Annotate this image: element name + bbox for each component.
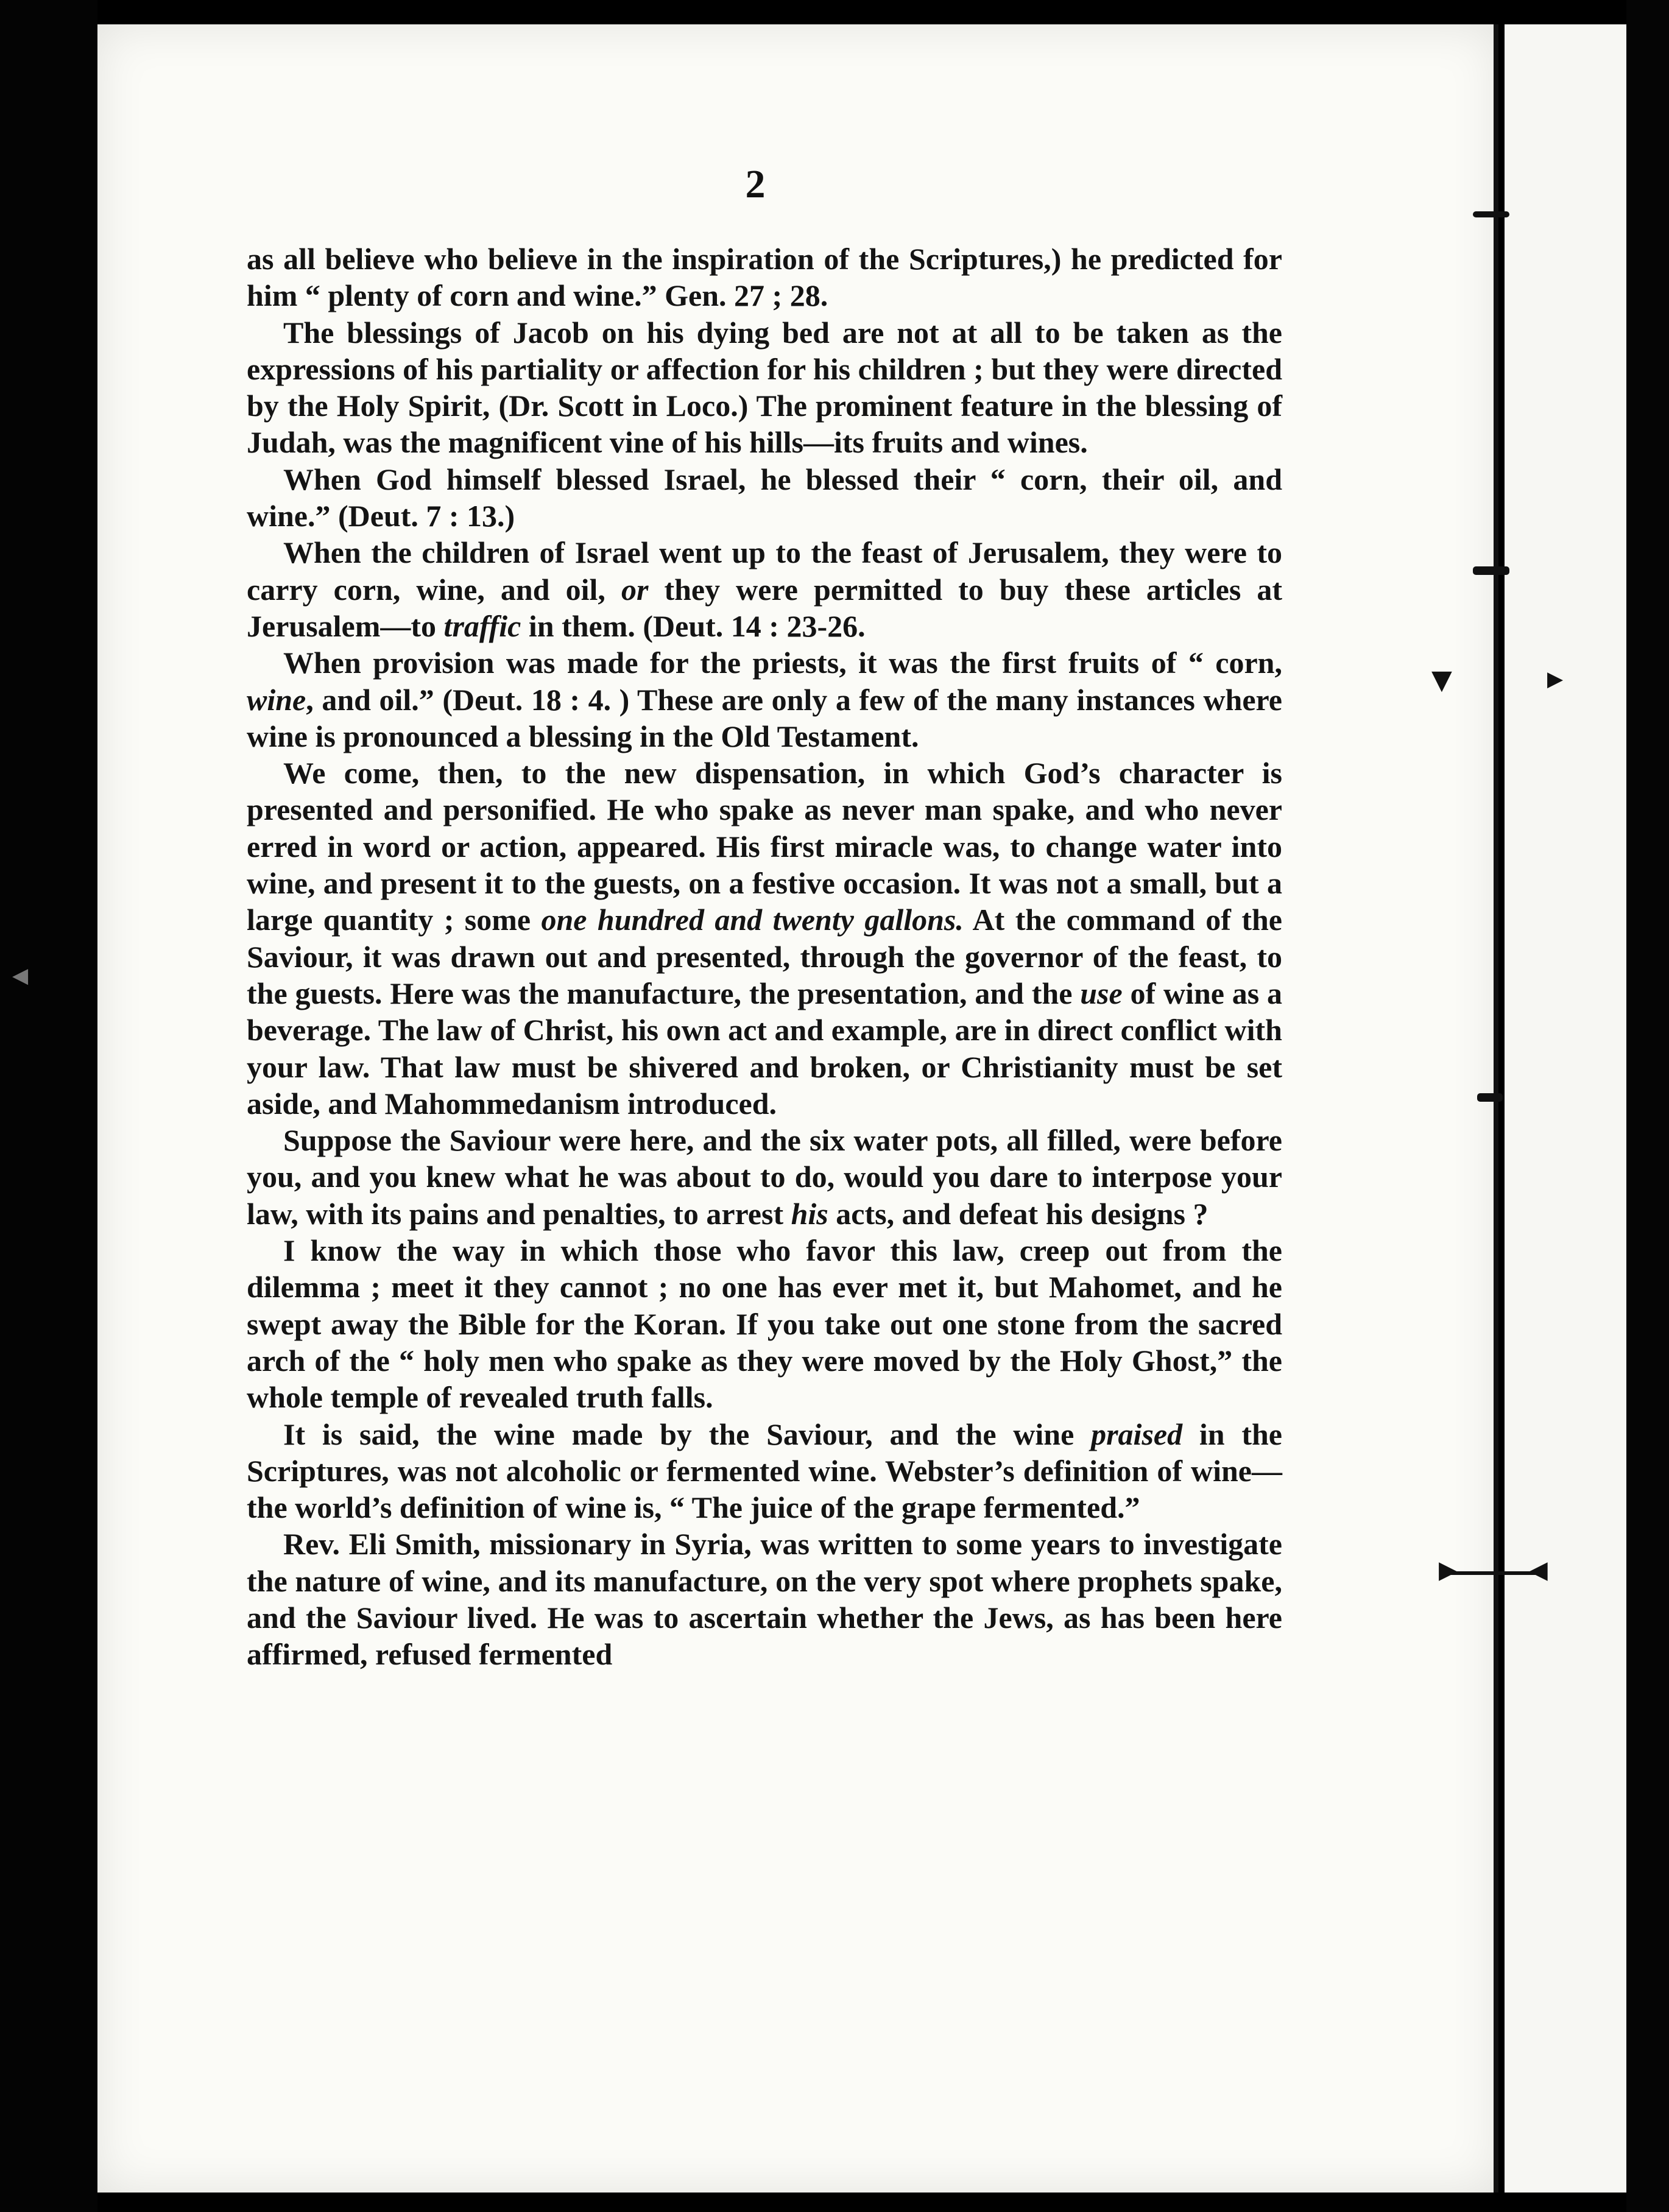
text-run: Suppose the Saviour were here, and the six water pots, all filled, were before you, and you knew what he was about to do, would you dare to interpose your law, with its pains and penalties, to arrest — [247, 1123, 1282, 1231]
text-run: At the command of the Saviour, it was drawn out and presented, through the governor of the feast, to the guests. Here was the manufacture, the presentation, and the — [247, 903, 1282, 1010]
paragraph — [247, 314, 1282, 461]
paragraph — [247, 644, 1282, 755]
italic-text: praised — [1091, 1417, 1183, 1451]
text-run: , and oil.” (Deut. 18 : 4. ) These are only a few of the many instances where wine is pronounced a blessing in the Old Testament. — [247, 682, 1282, 753]
paragraph — [247, 755, 1282, 1122]
page-binding-edge — [1494, 24, 1498, 2193]
text-run: they were permitted to buy these articles at Jerusalem—to — [247, 572, 1283, 643]
italic-text: his — [791, 1196, 828, 1231]
paragraph — [247, 1526, 1282, 1672]
left-dark-margin — [0, 0, 97, 2212]
text-run: as all believe who believe in the inspiration of the Scriptures,) he predicted for him “ plenty of corn and wine.” Gen. 27 ; 28. — [247, 242, 1282, 313]
registration-mark — [1477, 1093, 1503, 1102]
text-run: in them. (Deut. 14 : 23-26. — [521, 608, 866, 643]
italic-text: use — [1080, 976, 1123, 1010]
text-run: It is said, the wine made by the Saviour, and the wine — [283, 1417, 1092, 1451]
text-run: The blessings of Jacob on his dying bed are not at all to be taken as the expressions of his partiality or affection for his children ; but they were directed by the Holy Spirit, (Dr. Scott in Loco.) The prominent feature in the blessing of Judah, was the magnificent vine of his hills—its fruits and wines. — [247, 315, 1282, 460]
page-number: 2 — [745, 162, 766, 206]
registration-mark: ▶ — [1439, 1556, 1458, 1584]
registration-mark — [1473, 211, 1509, 217]
registration-mark — [1473, 566, 1509, 575]
text-run: We come, then, to the new dispensation, in which God’s character is presented and personified. He who spake as never man spake, and who never erred in word or action, appeared. His first miracle was, to change water into wine, and present it to the guests, on a festive occasion. It was not a small, but a large quantity ; some — [247, 756, 1282, 937]
paragraph — [247, 1416, 1282, 1526]
registration-mark: ▼ — [1431, 664, 1452, 696]
adjacent-page-strip — [1505, 24, 1626, 2193]
italic-text: wine — [247, 682, 306, 717]
text-run: in the Scriptures, was not alcoholic or fermented wine. Webster’s definition of wine—the world’s definition of wine is, “ The juice of the grape fermented.” — [247, 1417, 1282, 1525]
text-run: acts, and defeat his designs ? — [828, 1196, 1209, 1231]
paragraph — [247, 461, 1282, 535]
registration-mark: ◀ — [1529, 1556, 1548, 1584]
italic-text: or — [621, 572, 649, 607]
registration-mark: ◀ — [12, 963, 29, 988]
paragraph — [247, 1122, 1282, 1232]
italic-text: traffic — [443, 608, 521, 643]
body-text — [247, 241, 1282, 1673]
text-run: I know the way in which those who favor this law, creep out from the dilemma ; meet it they cannot ; no one has ever met it, but Mahomet, and he swept away the Bible for the Koran. If you take out one stone from the sacred arch of the “ holy men who spake as they were moved by the Holy Ghost,” the whole temple of revealed truth falls. — [247, 1233, 1282, 1415]
italic-text: one hundred and twenty gallons. — [541, 903, 964, 937]
text-run: When provision was made for the priests, it was the first fruits of “ corn, — [283, 646, 1282, 680]
text-run: Rev. Eli Smith, missionary in Syria, was written to some years to investigate the nature of wine, and its manufacture, on the very spot where prophets spake, and the Saviour lived. He was to ascertain whether the Jews, as has been here affirmed, refused fermented — [247, 1527, 1282, 1672]
text-run: When God himself blessed Israel, he blessed their “ corn, their oil, and wine.” (Deut. 7 : 13.) — [247, 462, 1282, 534]
registration-mark: ▶ — [1547, 667, 1564, 691]
paragraph — [247, 1232, 1282, 1415]
paragraph — [247, 241, 1282, 314]
right-dark-margin — [1626, 0, 1669, 2212]
paragraph — [247, 534, 1282, 644]
text-run: of wine as a beverage. The law of Christ, his own act and example, are in direct conflict with your law. That law must be shivered and broken, or Christianity must be set aside, and Mahommedanism introduced. — [247, 976, 1282, 1121]
text-run: When the children of Israel went up to the feast of Jerusalem, they were to carry corn, wine, and oil, — [247, 535, 1282, 607]
